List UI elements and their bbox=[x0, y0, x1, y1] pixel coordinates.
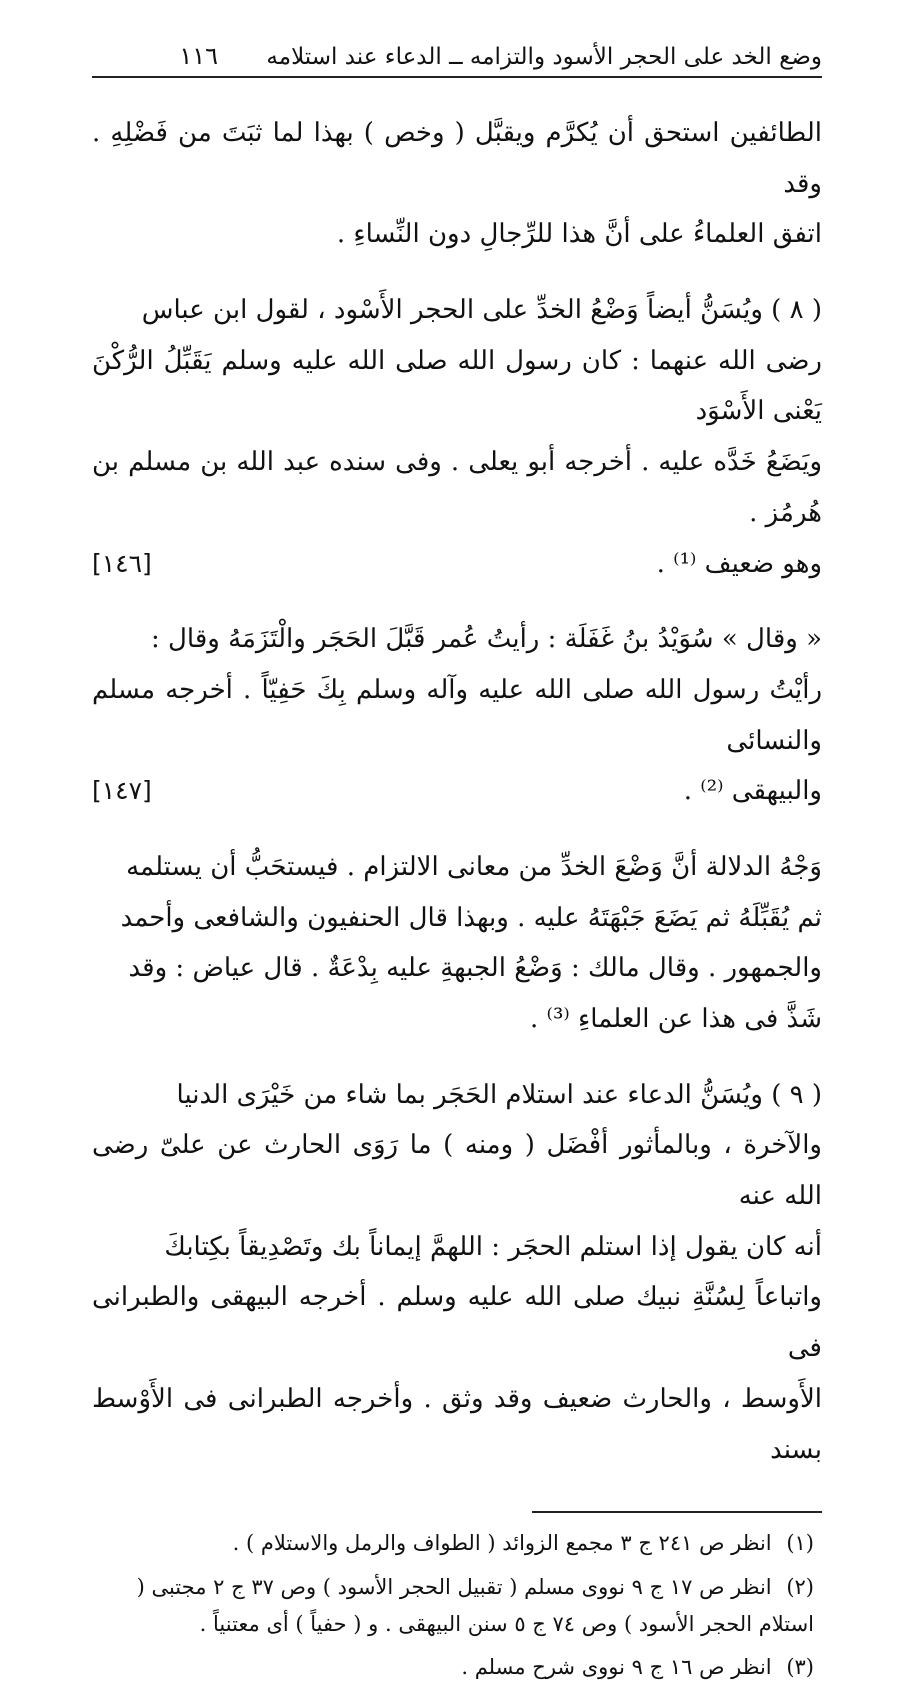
paragraph-3 bbox=[92, 614, 822, 817]
paragraph-2-line-2: رضى الله عنهما : كان رسول الله صلى الله عليه وسلم يَقَبِّلُ الرُّكْنَ يَعْنى الأَسْوَد bbox=[92, 345, 822, 427]
footnote-3-number: (٣) bbox=[786, 1655, 814, 1680]
page-header bbox=[92, 18, 822, 78]
footnote-2-number: (٢) bbox=[786, 1574, 814, 1599]
paragraph-4-line-2: ثم يُقَبِّلَهُ ثم يَضَعَ جَبْهَتَهُ عليه . وبهذا قال الحنفيون والشافعى وأحمد bbox=[120, 902, 822, 933]
paragraph-5-line-3: أنه كان يقول إذا استلم الحجَر : اللهمَّ إيماناً بك وتَصْدِيقاً بكِتابكَ bbox=[164, 1231, 822, 1262]
reference-number-147: [١٤٧] bbox=[92, 776, 152, 806]
paragraph-2-line-4: وهو ضعيف ⁽¹⁾ . bbox=[656, 548, 822, 579]
reference-number-146: [١٤٦] bbox=[92, 548, 152, 578]
footnotes-divider bbox=[532, 1511, 822, 1513]
paragraph-5-line-1: ( ٩ ) ويُسَنُّ الدعاء عند استلام الحَجَر بما شاء من خَيْرَى الدنيا bbox=[176, 1079, 822, 1110]
footnote-1-number: (١) bbox=[786, 1531, 814, 1556]
footnotes bbox=[92, 1525, 822, 1686]
book-page bbox=[92, 18, 822, 1680]
paragraph-2-line-3: ويَضَعُ خَدَّه عليه . أخرجه أبو يعلى . وفى سنده عبد الله بن مسلم بن هُرمُز . bbox=[92, 447, 822, 528]
running-head: وضع الخد على الحجر الأسود والتزامه ــ الدعاء عند استلامه bbox=[266, 43, 822, 70]
footnote-1 bbox=[92, 1525, 822, 1562]
paragraph-5-line-2: والآخرة ، وبالمأثور أفْضَل ( ومنه ) ما رَوَى الحارث عن علىّ رضى الله عنه bbox=[92, 1130, 822, 1212]
paragraph-5-line-4: واتباعاً لِسُنَّةِ نبيك صلى الله عليه وسلم . أخرجه البيهقى والطبرانى فى bbox=[92, 1282, 822, 1364]
footnote-2 bbox=[92, 1569, 822, 1643]
paragraph-3-line-2: رأيْتُ رسول الله صلى الله عليه وآله وسلم بِكَ حَفِيّاً . أخرجه مسلم والنسائى bbox=[92, 674, 822, 756]
paragraph-1-line-1: الطائفين استحق أن يُكرَّم ويقبَّل ( وخص ) بهذا لما ثبَتَ من فَضْلِهِ . وقد bbox=[92, 118, 822, 199]
footnote-3-text: انظر ص ١٦ ج ٩ نووى شرح مسلم . bbox=[461, 1655, 772, 1680]
footnote-3 bbox=[92, 1649, 822, 1686]
paragraph-3-line-3: والبيهقى ⁽²⁾ . bbox=[683, 776, 822, 807]
footnote-2-text: انظر ص ١٧ ج ٩ نووى مسلم ( تقبيل الحجر الأسود ) وص ٣٧ ج ٢ مجتبى ( استلام الحجر الأسود ) وص ٧٤ ج ٥ سنن البيهقى . و ( حفياً ) أى معتنياً . bbox=[136, 1574, 814, 1636]
paragraph-2 bbox=[92, 285, 822, 589]
paragraph-4-line-1: وَجْهُ الدلالة أنَّ وَضْعَ الخدِّ من معانى الالتزام . فيستحَبُّ أن يستلمه bbox=[126, 851, 822, 882]
paragraph-4 bbox=[92, 842, 822, 1045]
paragraph-1 bbox=[92, 108, 822, 260]
paragraph-4-line-3: والجمهور . وقال مالك : وَضْعُ الجبهةِ عليه بِدْعَةٌ . قال عياض : وقد bbox=[128, 953, 822, 984]
footnote-1-text: انظر ص ٢٤١ ج ٣ مجمع الزوائد ( الطواف والرمل والاستلام ) . bbox=[232, 1531, 772, 1556]
page-number: ١١٦ bbox=[179, 42, 218, 70]
paragraph-4-line-4: شَذَّ فى هذا عن العلماءِ ⁽³⁾ . bbox=[530, 1004, 822, 1034]
paragraph-2-line-1: ( ٨ ) ويُسَنُّ أيضاً وَضْعُ الخدِّ على الحجر الأَسْود ، لقول ابن عباس bbox=[141, 295, 822, 326]
main-text bbox=[92, 78, 822, 1475]
paragraph-5-line-5: الأَوسط ، والحارث ضعيف وقد وثق . وأخرجه الطبرانى فى الأَوْسط بسند bbox=[92, 1383, 822, 1465]
paragraph-5 bbox=[92, 1070, 822, 1476]
paragraph-3-line-1: « وقال » سُوَيْدُ بنُ غَفَلَة : رأيتُ عُمر قَبَّلَ الحَجَر والْتَزَمَهُ وقال : bbox=[150, 624, 822, 655]
paragraph-2-final-line bbox=[92, 539, 822, 590]
paragraph-3-final-line bbox=[92, 766, 822, 817]
paragraph-1-line-2: اتفق العلماءُ على أنَّ هذا للرِّجالِ دون النِّساءِ . bbox=[336, 219, 822, 250]
